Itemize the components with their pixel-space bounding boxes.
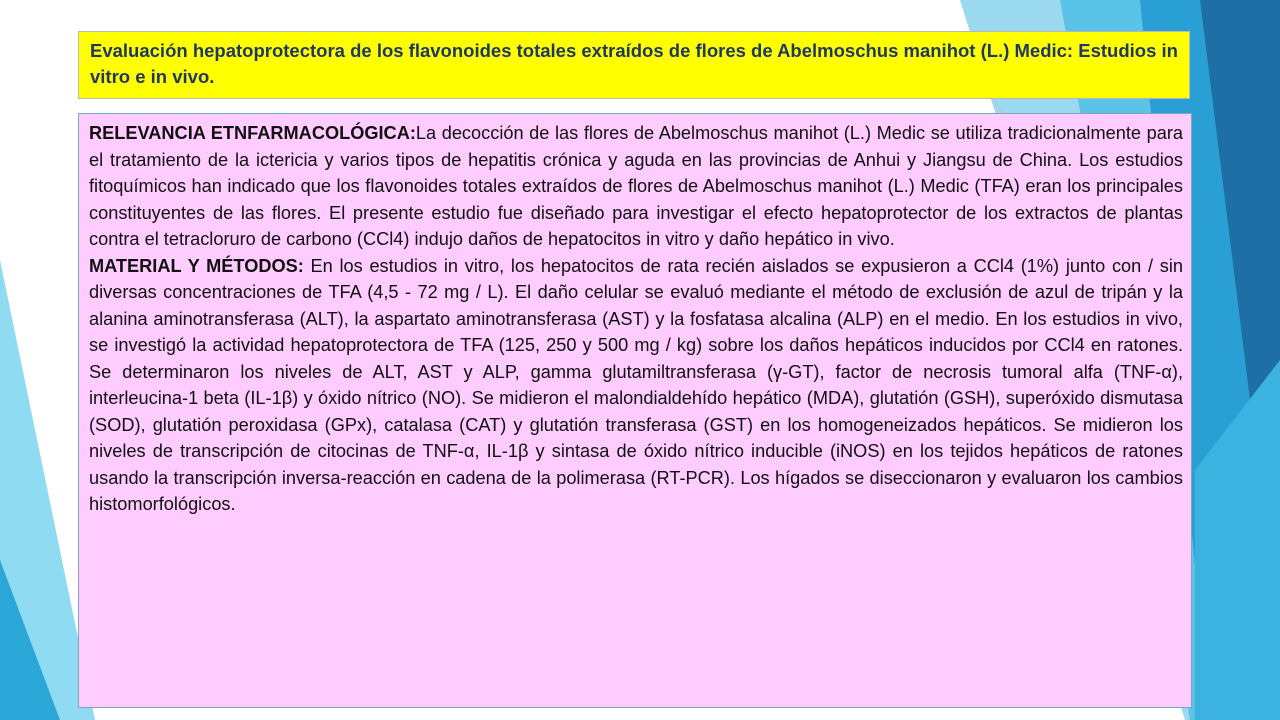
section-relevancia: [89, 120, 1183, 253]
slide-title: Evaluación hepatoprotectora de los flavonoides totales extraídos de flores de Abelmoschus manihot (L.) Medic: Estudios in vitro e in vivo.: [90, 40, 1178, 87]
content-box: [78, 113, 1192, 708]
section-relevancia-text: La decocción de las flores de Abelmoschus manihot (L.) Medic se utiliza tradicionalmente para el tratamiento de la ictericia y varios tipos de hepatitis crónica y aguda en las provincias de Anhui y Jiangsu de China. Los estudios fitoquímicos han indicado que los flavonoides totales extraídos de flores de Abelmoschus manihot (L.) Medic (TFA) eran los principales constituyentes de las flores. El presente estudio fue diseñado para investigar el efecto hepatoprotector de los extractos de plantas contra el tetracloruro de carbono (CCl4) indujo daños de hepatocitos in vitro y daño hepático in vivo.: [89, 123, 1184, 249]
section-metodos: [89, 253, 1183, 518]
section-relevancia-label: RELEVANCIA ETNFARMACOLÓGICA:: [89, 123, 416, 143]
section-metodos-label: MATERIAL Y MÉTODOS:: [89, 255, 304, 276]
title-box: [78, 31, 1190, 99]
section-metodos-text: En los estudios in vitro, los hepatocitos de rata recién aislados se expusieron a CCl4 (1%) junto con / sin diversas concentraciones de TFA (4,5 - 72 mg / L). El daño celular se evaluó mediante el método de exclusión de azul de tripán y la alanina aminotransferasa (ALT), la aspartato aminotransferasa (AST) y la fosfatasa alcalina (ALP) en el medio. En los estudios in vivo, se investigó la actividad hepatoprotectora de TFA (125, 250 y 500 mg / kg) sobre los daños hepáticos inducidos por CCl4 en ratones. Se determinaron los niveles de ALT, AST y ALP, gamma glutamiltransferasa (γ-GT), factor de necrosis tumoral alfa (TNF-α), interleucina-1 beta (IL-1β) y óxido nítrico (NO). Se midieron el malondialdehído hepático (MDA), glutatión (GSH), superóxido dismutasa (SOD), glutatión peroxidasa (GPx), catalasa (CAT) y glutatión transferasa (GST) en los homogeneizados hepáticos. Se midieron los niveles de transcripción de citocinas de TNF-α, IL-1β y sintasa de óxido nítrico inducible (iNOS) en los tejidos hepáticos de ratones usando la transcripción inversa-reacción en cadena de la polimerasa (RT-PCR). Los hígados se diseccionaron y evaluaron los cambios histomorfológicos.: [89, 255, 1183, 514]
